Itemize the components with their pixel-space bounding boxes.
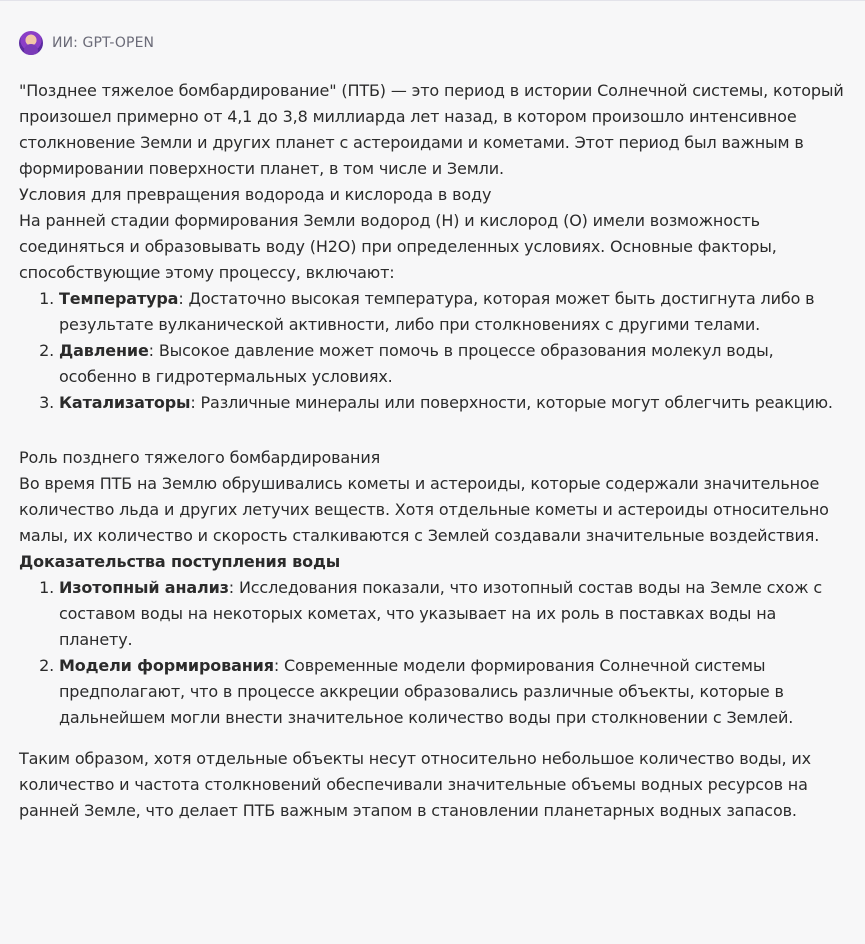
list-item-term: Давление: [59, 341, 149, 360]
evidence-list: [19, 575, 845, 731]
list-item-text: : Различные минералы или поверхности, которые могут облегчить реакцию.: [190, 393, 833, 412]
list-item: [59, 286, 845, 338]
conditions-list: [19, 286, 845, 416]
list-item-text: : Современные модели формирования Солнечной системы предполагают, что в процессе аккреции образовались различные объекты, которые в дальнейшем могли внести значительное количество воды при столкновении с Землей.: [59, 656, 794, 727]
ptb-paragraph: Во время ПТБ на Землю обрушивались кометы и астероиды, которые содержали значительное количество льда и других летучих веществ. Хотя отдельные кометы и астероиды относительно малы, их количество и скорость сталкиваются с Землей создавали значительные воздействия.: [19, 474, 829, 545]
message-header: [19, 31, 845, 55]
conclusion-paragraph: Таким образом, хотя отдельные объекты несут относительно небольшое количество воды, их количество и частота столкновений обеспечивали значительные объемы водных ресурсов на ранней Земле, что делает ПТБ важным этапом в становлении планетарных водных запасов.: [19, 749, 811, 820]
section-heading-ptb-role: Роль позднего тяжелого бомбардирования: [19, 448, 381, 467]
section-heading-evidence: Доказательства поступления воды: [19, 552, 341, 571]
list-item: [59, 575, 845, 653]
author-label: ИИ: GPT-OPEN: [52, 35, 155, 51]
list-item-term: Модели формирования: [59, 656, 274, 675]
list-item-term: Катализаторы: [59, 393, 191, 412]
list-item-text: : Высокое давление может помочь в процессе образования молекул воды, особенно в гидротермальных условиях.: [59, 341, 774, 386]
list-item: [59, 653, 845, 731]
list-item-term: Температура: [59, 289, 179, 308]
ai-message: [0, 31, 865, 824]
section-heading-conditions: Условия для превращения водорода и кислорода в воду: [19, 185, 492, 204]
list-item-text: : Исследования показали, что изотопный состав воды на Земле схож с составом воды на некоторых кометах, что указывает на их роль в поставках воды на планету.: [59, 578, 823, 649]
list-item-text: : Достаточно высокая температура, которая может быть достигнута либо в результате вулканической активности, либо при столкновениях с другими телами.: [59, 289, 815, 334]
list-item: [59, 390, 845, 416]
avatar: [19, 31, 43, 55]
intro-paragraph: "Позднее тяжелое бомбардирование" (ПТБ) — это период в истории Солнечной системы, который произошел примерно от 4,1 до 3,8 миллиарда лет назад, в котором произошло интенсивное столкновение Земли и других планет с астероидами и кометами. Этот период был важным в формировании поверхности планет, в том числе и Земли.: [19, 81, 844, 178]
message-content: [19, 78, 845, 824]
list-item: [59, 338, 845, 390]
list-item-term: Изотопный анализ: [59, 578, 229, 597]
lead-paragraph: На ранней стадии формирования Земли водород (H) и кислород (O) имели возможность соединяться и образовывать воду (H2O) при определенных условиях. Основные факторы, способствующие этому процессу, включают:: [19, 211, 777, 282]
